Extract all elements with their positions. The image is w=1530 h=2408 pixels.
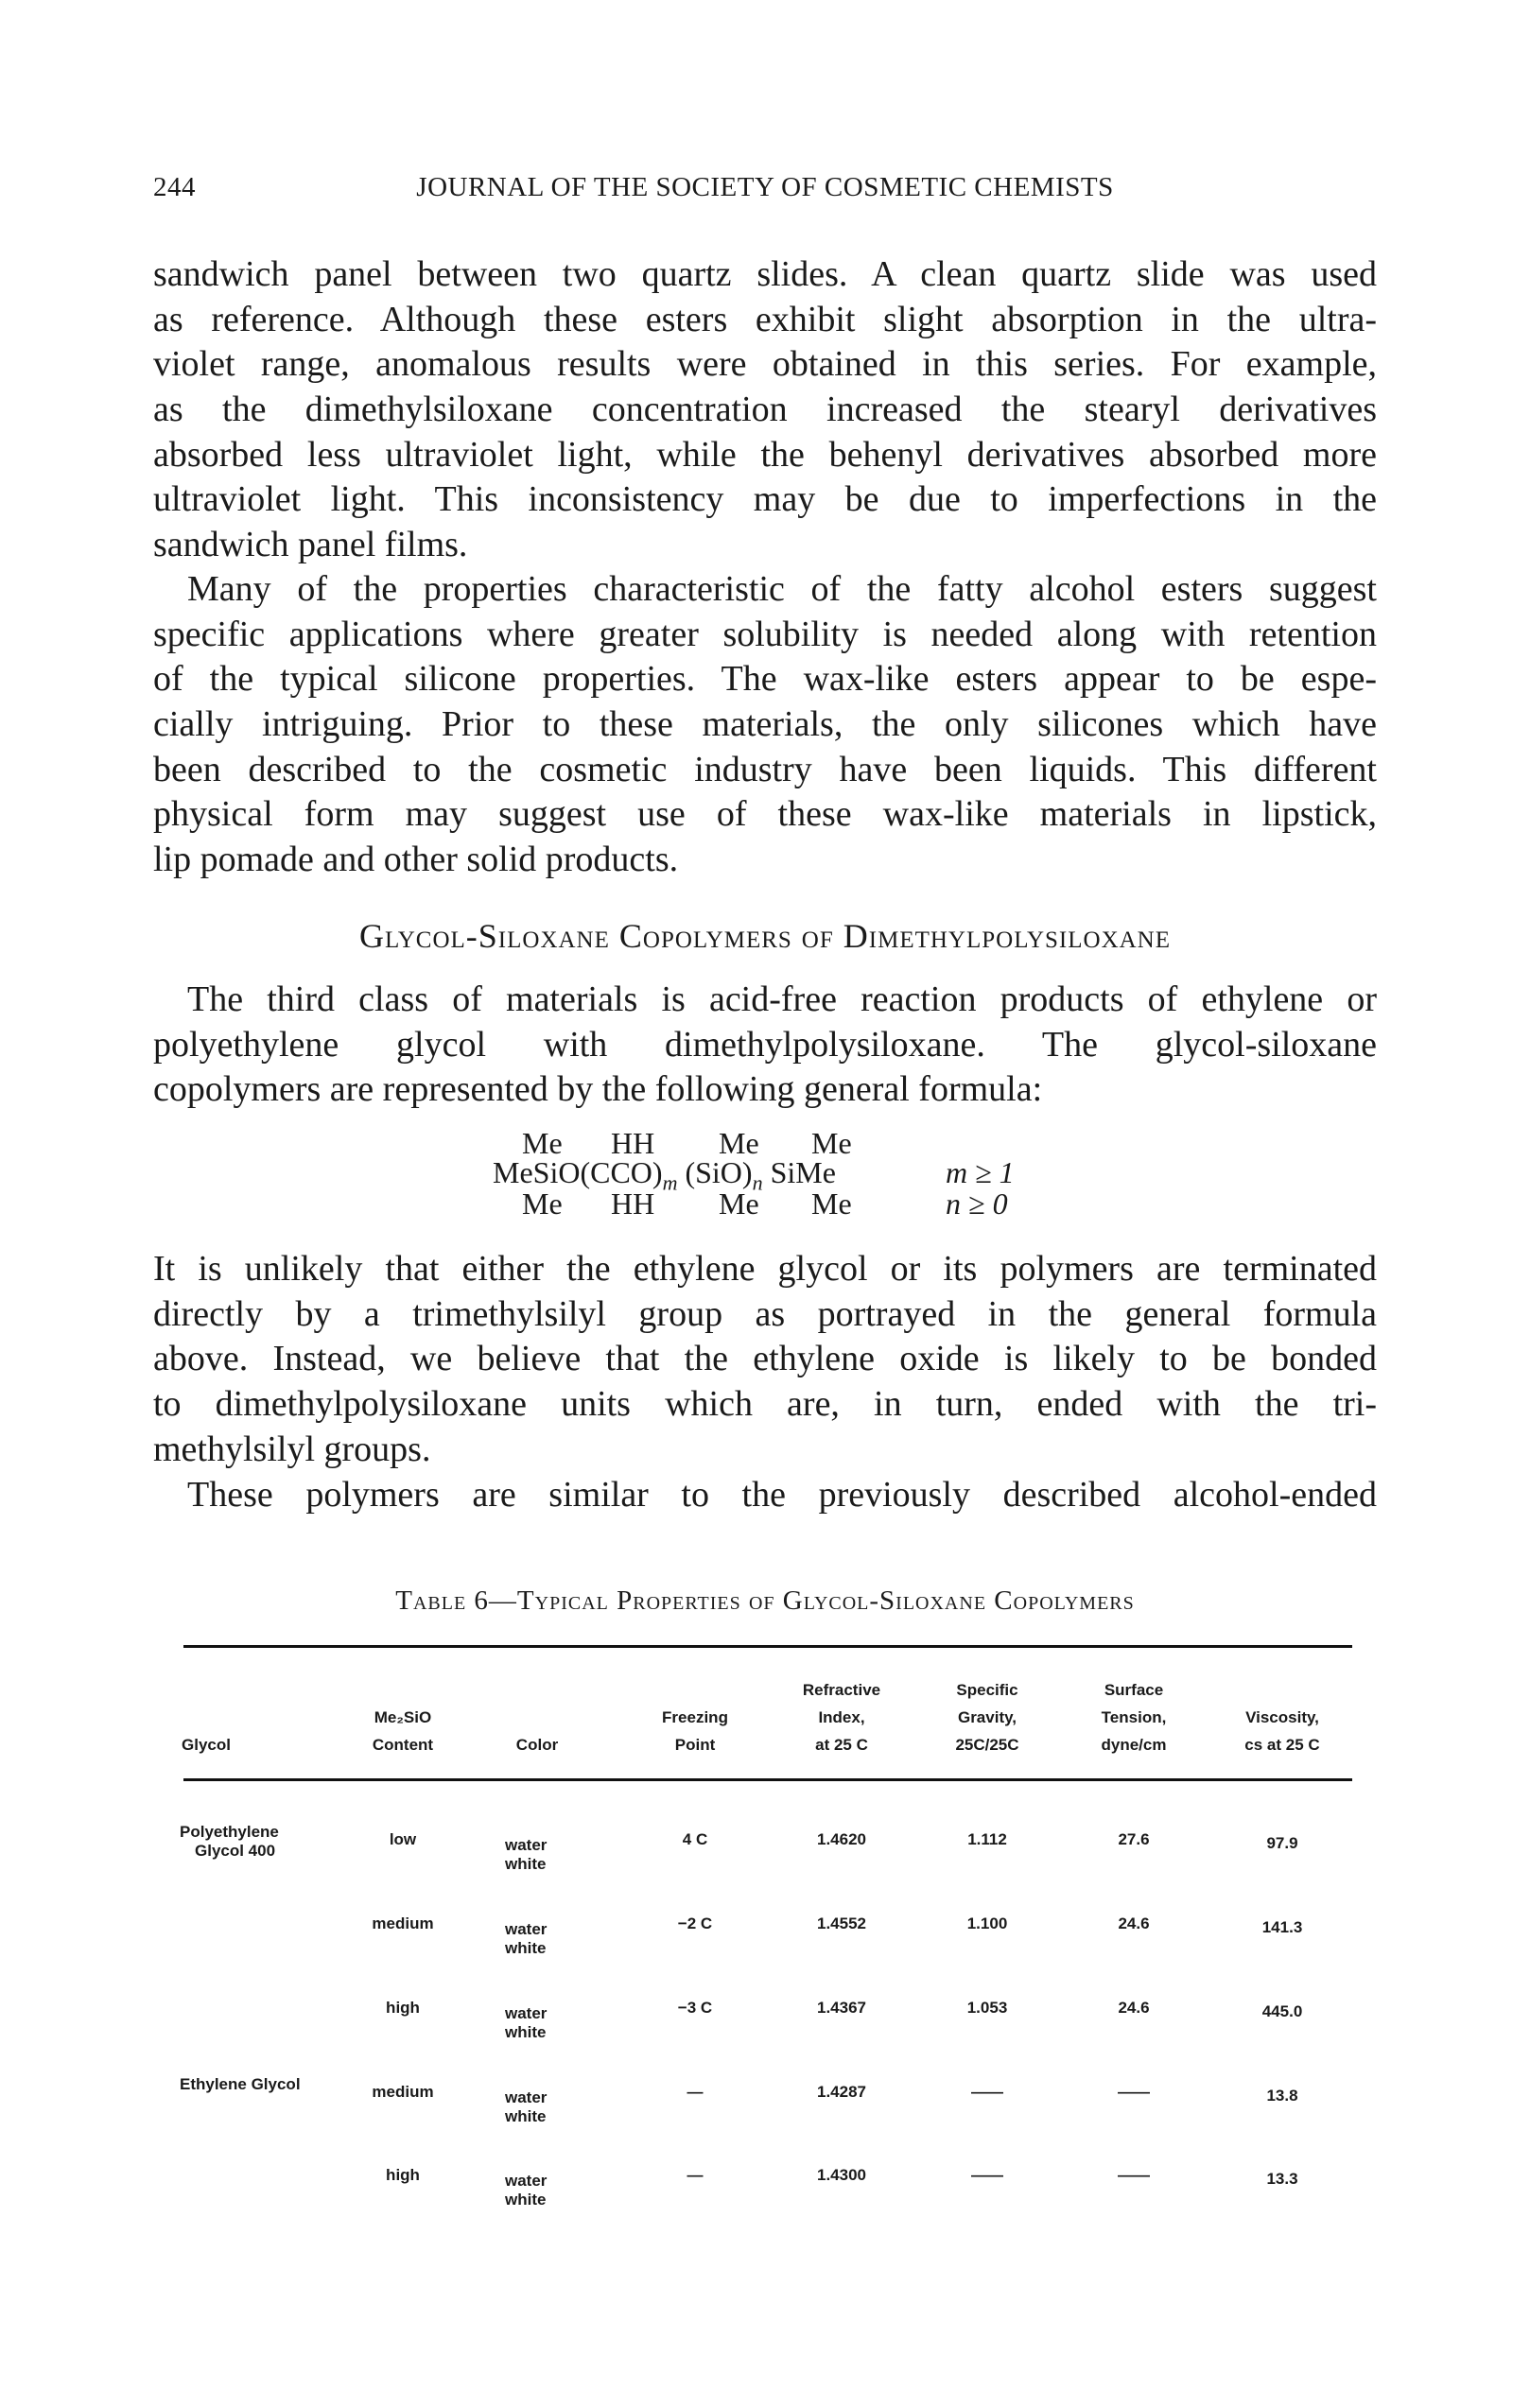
freezing-cell: −2 C xyxy=(677,1914,713,1932)
color-cell: white xyxy=(505,2107,547,2125)
color-cell: water xyxy=(505,2172,548,2190)
text-line: violet range, anomalous results were obtained in this series. For example, xyxy=(153,344,1377,385)
paragraph-4 xyxy=(153,1247,1377,1472)
text-line: The third class of materials is acid-free reaction products of ethylene or xyxy=(187,979,1377,1019)
text-line: as reference. Although these esters exhibit slight absorption in the ultra- xyxy=(153,299,1377,339)
paragraph-3 xyxy=(153,978,1377,1113)
formula-bottom-3: Me xyxy=(719,1187,759,1221)
column-header: Freezing xyxy=(662,1708,728,1726)
formula-condition-m: m ≥ 1 xyxy=(946,1155,1015,1189)
column-header: Me₂SiO xyxy=(374,1708,432,1726)
viscosity-cell: 13.3 xyxy=(1266,2170,1298,2188)
text-line: cially intriguing. Prior to these materials, the only silicones which have xyxy=(153,704,1377,745)
refractive-cell: 1.4300 xyxy=(817,2166,866,2184)
column-header: Point xyxy=(674,1736,716,1754)
color-cell: white xyxy=(505,2191,547,2209)
content-cell: high xyxy=(386,2166,420,2184)
column-header: Color xyxy=(515,1736,559,1754)
color-cell: water xyxy=(505,2088,548,2106)
formula-condition-n: n ≥ 0 xyxy=(946,1187,1008,1221)
gravity-cell: —— xyxy=(971,2166,1003,2184)
tension-cell: 24.6 xyxy=(1118,1999,1150,2017)
table-title: Table 6—Typical Properties of Glycol-Siloxane Copolymers xyxy=(395,1585,1135,1616)
column-header: Specific xyxy=(956,1681,1018,1699)
text-line: to dimethylpolysiloxane units which are, in turn, ended with the tri- xyxy=(153,1384,1377,1425)
freezing-cell: 4 C xyxy=(682,1830,708,1848)
color-cell: water xyxy=(505,1920,548,1938)
tension-cell: 27.6 xyxy=(1118,1830,1150,1848)
color-cell: white xyxy=(505,1855,547,1873)
formula-bottom-1: Me xyxy=(522,1187,563,1221)
tension-cell: —— xyxy=(1118,2083,1150,2101)
text-line: sandwich panel films. xyxy=(153,525,468,565)
viscosity-cell: 97.9 xyxy=(1266,1834,1298,1852)
color-cell: white xyxy=(505,1939,547,1957)
column-header: Viscosity, xyxy=(1245,1708,1319,1726)
formula-top-2: HH xyxy=(611,1126,655,1160)
refractive-cell: 1.4287 xyxy=(817,2083,866,2101)
formula-top-4: Me xyxy=(811,1126,852,1160)
column-header: 25C/25C xyxy=(955,1736,1019,1754)
column-header: Refractive xyxy=(802,1681,881,1699)
text-line: ultraviolet light. This inconsistency may be due to imperfections in the xyxy=(153,479,1377,520)
text-line: absorbed less ultraviolet light, while the behenyl derivatives absorbed more xyxy=(153,434,1377,475)
text-line: Many of the properties characteristic of the fatty alcohol esters suggest xyxy=(187,569,1377,609)
paragraph-2 xyxy=(153,567,1377,883)
refractive-cell: 1.4367 xyxy=(817,1999,866,2017)
freezing-cell: −3 C xyxy=(677,1999,713,2017)
formula-top-3: Me xyxy=(719,1126,759,1160)
glycol-cell: Ethylene Glycol xyxy=(180,2075,301,2093)
content-cell: medium xyxy=(372,2083,434,2101)
page-number: 244 xyxy=(153,172,196,202)
text-line: methylsilyl groups. xyxy=(153,1429,431,1469)
gravity-cell: 1.053 xyxy=(966,1999,1008,2017)
text-line: copolymers are represented by the following general formula: xyxy=(153,1069,1043,1110)
content-cell: low xyxy=(389,1830,417,1848)
column-header: Tension, xyxy=(1101,1708,1167,1726)
color-cell: white xyxy=(505,2023,547,2041)
column-header: Content xyxy=(372,1736,434,1754)
paragraph-5 xyxy=(153,1473,1377,1518)
text-line: lip pomade and other solid products. xyxy=(153,840,679,880)
color-cell: water xyxy=(505,2004,548,2022)
column-header: Gravity, xyxy=(957,1708,1017,1726)
tension-cell: —— xyxy=(1118,2166,1150,2184)
formula-main: $MeSiO(CCO)_m$ $(SiO)_n$ SiMe xyxy=(493,1155,836,1195)
table-header-rule xyxy=(183,1778,1352,1781)
paragraph-1 xyxy=(153,252,1377,568)
text-line: been described to the cosmetic industry have been liquids. This different xyxy=(153,749,1377,789)
column-header: Glycol xyxy=(182,1736,231,1754)
content-cell: medium xyxy=(372,1914,434,1932)
text-line: directly by a trimethylsilyl group as portrayed in the general formula xyxy=(153,1293,1377,1334)
refractive-cell: 1.4552 xyxy=(817,1914,866,1932)
glycol-cell: Glycol 400 xyxy=(195,1842,276,1860)
formula-bottom-4: Me xyxy=(811,1187,852,1221)
text-line: of the typical silicone properties. The wax-like esters appear to be espe- xyxy=(153,659,1377,700)
text-line: above. Instead, we believe that the ethylene oxide is likely to be bonded xyxy=(153,1339,1377,1379)
section-heading: Glycol-Siloxane Copolymers of Dimethylpolysiloxane xyxy=(358,917,1172,955)
column-header: cs at 25 C xyxy=(1244,1736,1320,1754)
running-header: JOURNAL OF THE SOCIETY OF COSMETIC CHEMISTS xyxy=(416,172,1114,202)
column-header: Index, xyxy=(818,1708,865,1726)
glycol-cell: Polyethylene xyxy=(180,1823,279,1841)
content-cell: high xyxy=(386,1999,420,2017)
gravity-cell: 1.112 xyxy=(967,1830,1007,1848)
freezing-cell: — xyxy=(687,2166,704,2184)
viscosity-cell: 445.0 xyxy=(1261,2002,1303,2020)
formula-bottom-2: HH xyxy=(611,1187,655,1221)
text-line: specific applications where greater solubility is needed along with retention xyxy=(153,614,1377,654)
color-cell: water xyxy=(505,1836,548,1854)
tension-cell: 24.6 xyxy=(1118,1914,1150,1932)
text-line: It is unlikely that either the ethylene glycol or its polymers are terminated xyxy=(153,1249,1377,1289)
text-line: These polymers are similar to the previously described alcohol-ended xyxy=(187,1475,1377,1515)
refractive-cell: 1.4620 xyxy=(817,1830,866,1848)
column-header: Surface xyxy=(1104,1681,1164,1699)
text-line: as the dimethylsiloxane concentration increased the stearyl derivatives xyxy=(153,390,1377,430)
gravity-cell: 1.100 xyxy=(966,1914,1008,1932)
text-line: sandwich panel between two quartz slides. A clean quartz slide was used xyxy=(153,254,1377,294)
table-top-rule xyxy=(183,1645,1352,1648)
text-line: polyethylene glycol with dimethylpolysiloxane. The glycol-siloxane xyxy=(153,1024,1377,1065)
column-header: dyne/cm xyxy=(1101,1736,1167,1754)
viscosity-cell: 13.8 xyxy=(1266,2087,1298,2105)
gravity-cell: —— xyxy=(971,2083,1003,2101)
formula-top-1: Me xyxy=(522,1126,563,1160)
viscosity-cell: 141.3 xyxy=(1261,1918,1303,1936)
freezing-cell: — xyxy=(687,2083,704,2101)
column-header: at 25 C xyxy=(815,1736,868,1754)
text-line: physical form may suggest use of these wax-like materials in lipstick, xyxy=(153,794,1377,835)
